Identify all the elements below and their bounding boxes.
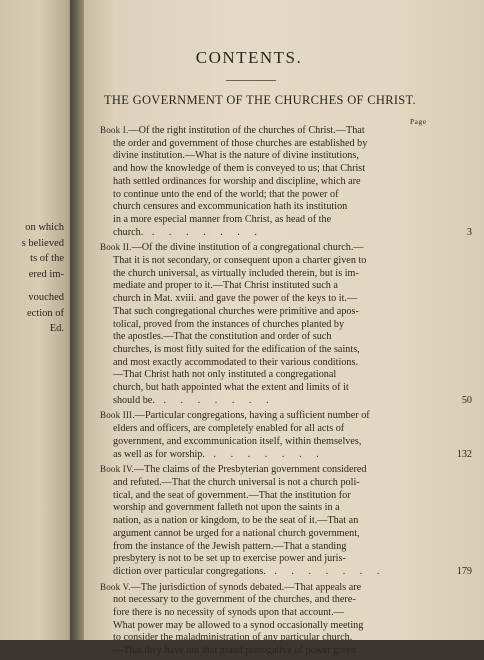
contents-list bbox=[100, 124, 472, 660]
entry-line bbox=[100, 581, 432, 595]
entry-line bbox=[100, 515, 432, 528]
left-page-text bbox=[0, 220, 64, 337]
entry-line-text: tolical, proved from the instances of churches planted by bbox=[113, 318, 345, 330]
entry-line bbox=[100, 382, 432, 395]
entry-line-text: and how the knowledge of them is conveyed to us; that Christ bbox=[113, 163, 366, 175]
book-label: Book I. bbox=[100, 125, 129, 135]
entry-line-text: church. bbox=[113, 226, 144, 238]
entry-line bbox=[100, 306, 432, 319]
book-label: Book III. bbox=[100, 410, 135, 421]
entry-line-text: and most exactly accommodated to their various conditions. bbox=[113, 356, 359, 368]
title-divider bbox=[226, 80, 276, 81]
left-line: ts of the bbox=[30, 253, 64, 264]
left-line: on which bbox=[25, 222, 64, 233]
entry-line bbox=[100, 620, 432, 633]
entry-line bbox=[100, 490, 432, 503]
entry-line-text: —The claims of the Presbyterian government considered bbox=[133, 464, 367, 476]
left-line: ection of bbox=[26, 307, 64, 319]
entry-line-text: divine institution.—What is the nature of divine institutions, bbox=[113, 150, 359, 162]
entry-line bbox=[100, 541, 432, 554]
entry-line-text: mediate and proper to it.—That Christ instituted such a bbox=[113, 280, 338, 292]
entry-line bbox=[100, 163, 432, 176]
entry-line-text: What power may be allowed to a synod occasionally meeting bbox=[113, 619, 364, 631]
entry-line bbox=[100, 214, 432, 227]
entry-text bbox=[100, 463, 432, 578]
entry-line bbox=[100, 255, 432, 268]
entry-line bbox=[100, 280, 432, 293]
entry-line bbox=[100, 553, 432, 566]
entry-line bbox=[100, 344, 432, 357]
page-number: 50 bbox=[461, 394, 472, 406]
entry-line-text: —That Christ hath not only instituted a congregational bbox=[113, 369, 337, 381]
entry-text bbox=[100, 409, 432, 461]
entry-line-text: presbytery is not to be set up to exercise power and juris- bbox=[113, 553, 346, 565]
entry-line bbox=[100, 319, 432, 332]
entry-line-text: church, but hath appointed what the extent and limits of it bbox=[113, 382, 349, 394]
page-title: CONTENTS. bbox=[195, 48, 303, 67]
page-number: 3 bbox=[466, 226, 472, 238]
entry-line-text: That such congregational churches were primitive and apos- bbox=[113, 305, 359, 317]
entry-line bbox=[100, 528, 432, 541]
book-label: Book V. bbox=[100, 581, 131, 592]
entry-line-text: to consider the maladministration of any particular church. bbox=[113, 632, 353, 644]
entry-line bbox=[100, 423, 432, 436]
entry-line bbox=[100, 449, 432, 462]
book-label: Book II. bbox=[100, 242, 132, 253]
entry-line bbox=[100, 436, 432, 449]
entry-line-text: tical, and the seat of government.—That the institution for bbox=[113, 489, 351, 501]
entry-line-text: diction over particular congregations. bbox=[113, 565, 266, 577]
entry-line bbox=[100, 607, 432, 620]
entry-line-text: to continue unto the end of the world; that the power of bbox=[113, 188, 339, 200]
entry-line-text: —The jurisdiction of synods debated.—That appeals are bbox=[130, 581, 362, 593]
dot-leaders: . . . . . . . bbox=[265, 565, 386, 577]
book-label: Book IV. bbox=[100, 464, 134, 475]
entry-line-text: the order and government of those churches are established by bbox=[113, 137, 368, 149]
entry-line-text: the church universal, as virtually included therein, but is im- bbox=[113, 267, 359, 279]
entry-line-text: as well as for worship. bbox=[113, 448, 205, 460]
entry-line bbox=[100, 189, 432, 202]
entry-line bbox=[100, 477, 432, 490]
entry-text bbox=[100, 124, 432, 239]
entry-line bbox=[100, 331, 432, 344]
entry-line-text: and refuted.—That the church universal is not a church poli- bbox=[113, 476, 360, 488]
entry-line bbox=[100, 124, 432, 138]
contents-entry bbox=[100, 124, 472, 239]
entry-line-text: argument cannot be urged for a national church government, bbox=[113, 527, 360, 539]
entry-line-text: churches, is most fitly suited for the edification of the saints, bbox=[113, 343, 360, 355]
entry-line bbox=[100, 176, 432, 189]
left-line: Ed. bbox=[49, 323, 64, 334]
entry-line bbox=[100, 566, 432, 579]
left-line: ered im- bbox=[28, 268, 64, 280]
entry-line-text: —Of the right institution of the churches of Christ.—That bbox=[128, 125, 365, 136]
entry-line-text: in a more especial manner from Christ, as head of the bbox=[113, 213, 332, 225]
contents-entry bbox=[100, 581, 472, 658]
entry-text bbox=[100, 581, 432, 658]
entry-line-text: from the instance of the Jewish pattern.—That a standing bbox=[113, 540, 347, 552]
contents-entry bbox=[100, 241, 472, 407]
left-line: vouched bbox=[28, 292, 64, 303]
entry-text bbox=[100, 241, 432, 407]
contents-entry bbox=[100, 409, 472, 461]
entry-line bbox=[100, 201, 432, 214]
dot-leaders: . . . . . . . bbox=[154, 394, 275, 406]
entry-line bbox=[100, 632, 432, 645]
entry-line bbox=[100, 395, 432, 408]
dot-leaders: . . . . . . . bbox=[204, 448, 325, 460]
left-line: s believed bbox=[21, 237, 64, 249]
entry-line-text: worship and government falleth not upon the saints in a bbox=[113, 502, 340, 514]
entry-line bbox=[100, 227, 432, 240]
entry-line-text: hath settled ordinances for worship and discipline, which are bbox=[113, 175, 361, 187]
page-number: 179 bbox=[456, 565, 472, 577]
entry-line bbox=[100, 502, 432, 515]
entry-line-text: church censures and excommunication hath its institution bbox=[113, 201, 348, 213]
entry-line-text: government, and excommunication itself, within themselves, bbox=[113, 435, 362, 447]
contents-entry bbox=[100, 463, 472, 578]
entry-line-text: the apostles.—That the constitution and order of such bbox=[113, 331, 332, 343]
entry-line-text: nation, as a nation or kingdom, to be the seat of it.—That an bbox=[113, 515, 359, 527]
page-number: 132 bbox=[456, 448, 472, 460]
section-heading: THE GOVERNMENT OF THE CHURCHES OF CHRIST. bbox=[104, 93, 416, 107]
entry-line-text: elders and officers, are completely enabled for all acts of bbox=[113, 423, 345, 435]
entry-line bbox=[100, 268, 432, 281]
entry-line-text: —That they have not that grand prerogative of power given bbox=[113, 645, 357, 657]
entry-line bbox=[100, 369, 432, 382]
entry-line-text: —Of the divine institution of a congregational church.— bbox=[131, 242, 364, 254]
entry-line bbox=[100, 645, 432, 658]
entry-line bbox=[100, 150, 432, 163]
entry-line-text: —Particular congregations, having a sufficient number of bbox=[134, 410, 370, 422]
entry-line-text: not necessary to the government of the churches, and there- bbox=[113, 594, 356, 606]
entry-line bbox=[100, 138, 432, 151]
left-page bbox=[0, 0, 74, 640]
entry-line bbox=[100, 594, 432, 607]
entry-line-text: fore there is no necessity of synods upon that account.— bbox=[113, 607, 344, 619]
entry-line-text: should be. bbox=[113, 394, 155, 406]
entry-line bbox=[100, 293, 432, 306]
page-column-label: Page bbox=[410, 117, 427, 126]
entry-line bbox=[100, 463, 432, 477]
entry-line bbox=[100, 357, 432, 370]
entry-line-text: church in Mat. xviii. and gave the power of the keys to it.— bbox=[113, 293, 358, 305]
entry-line-text: That it is not secondary, or consequent upon a charter given to bbox=[113, 255, 367, 267]
entry-line bbox=[100, 409, 432, 423]
entry-line bbox=[100, 241, 432, 255]
dot-leaders: . . . . . . . bbox=[143, 226, 263, 238]
